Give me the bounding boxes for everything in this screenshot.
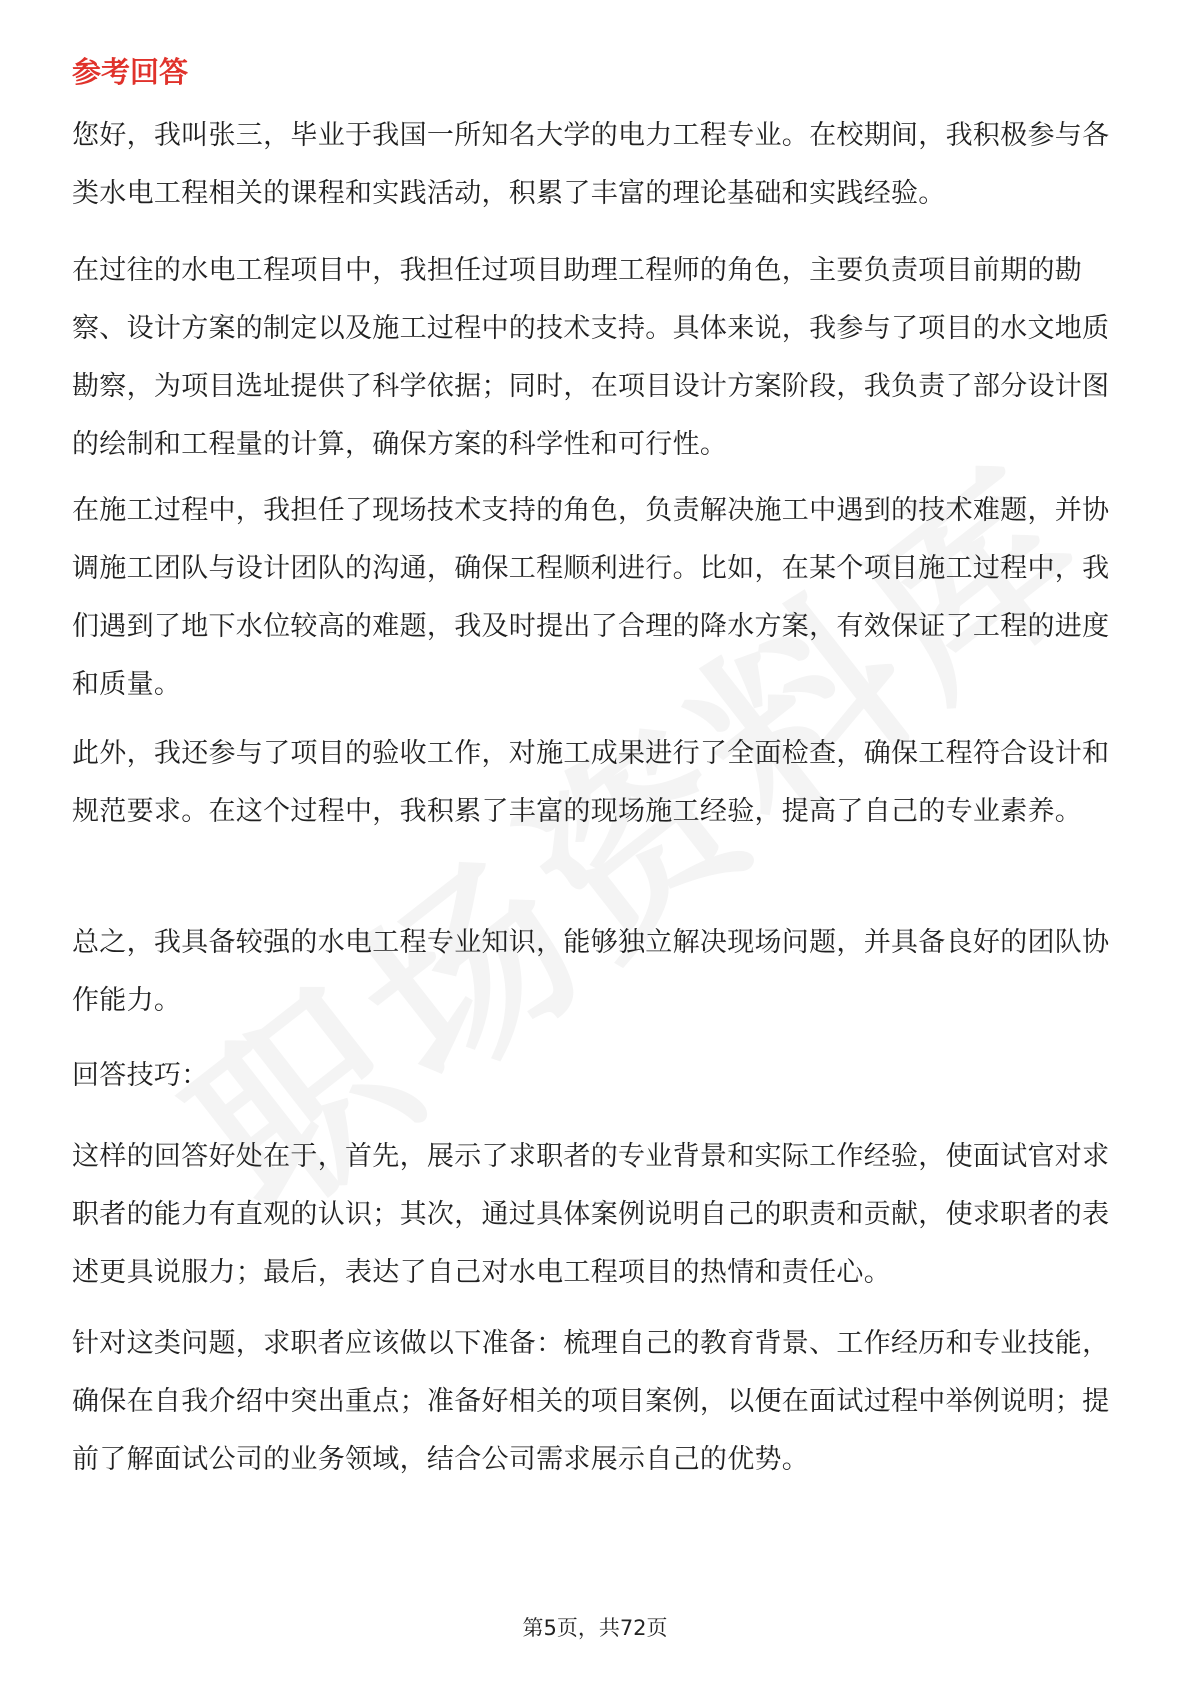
tips-paragraph-preparation: 针对这类问题，求职者应该做以下准备：梳理自己的教育背景、工作经历和专业技能，确保在自我介绍中突出重点；准备好相关的项目案例，以便在面试过程中举例说明；提前了解面试公司的业务领域，结合公司需求展示自己的优势。: [72, 1328, 1110, 1475]
tips-paragraph-benefits: 这样的回答好处在于，首先，展示了求职者的专业背景和实际工作经验，使面试官对求职者的能力有直观的认识；其次，通过具体案例说明自己的职责和贡献，使求职者的表述更具说服力；最后，表达了自己对水电工程项目的热情和责任心。: [72, 1141, 1110, 1288]
answer-paragraph-experience: 在过往的水电工程项目中，我担任过项目助理工程师的角色，主要负责项目前期的勘察、设计方案的制定以及施工过程中的技术支持。具体来说，我参与了项目的水文地质勘察，为项目选址提供了科学依据；同时，在项目设计方案阶段，我负责了部分设计图的绘制和工程量的计算，确保方案的科学性和可行性。: [72, 255, 1110, 460]
answer-paragraph-intro: 您好，我叫张三，毕业于我国一所知名大学的电力工程专业。在校期间，我积极参与各类水电工程相关的课程和实践活动，积累了丰富的理论基础和实践经验。: [72, 120, 1110, 209]
answer-paragraph-acceptance: 此外，我还参与了项目的验收工作，对施工成果进行了全面检查，确保工程符合设计和规范要求。在这个过程中，我积累了丰富的现场施工经验，提高了自己的专业素养。: [72, 738, 1110, 827]
section-heading: 参考回答: [72, 55, 189, 89]
tips-label: 回答技巧：: [72, 1060, 209, 1091]
page-number: 第5页，共72页: [522, 1616, 668, 1640]
answer-paragraph-construction: 在施工过程中，我担任了现场技术支持的角色，负责解决施工中遇到的技术难题，并协调施工团队与设计团队的沟通，确保工程顺利进行。比如，在某个项目施工过程中，我们遇到了地下水位较高的难题，我及时提出了合理的降水方案，有效保证了工程的进度和质量。: [72, 495, 1110, 700]
answer-paragraph-summary: 总之，我具备较强的水电工程专业知识，能够独立解决现场问题，并具备良好的团队协作能力。: [72, 927, 1110, 1016]
